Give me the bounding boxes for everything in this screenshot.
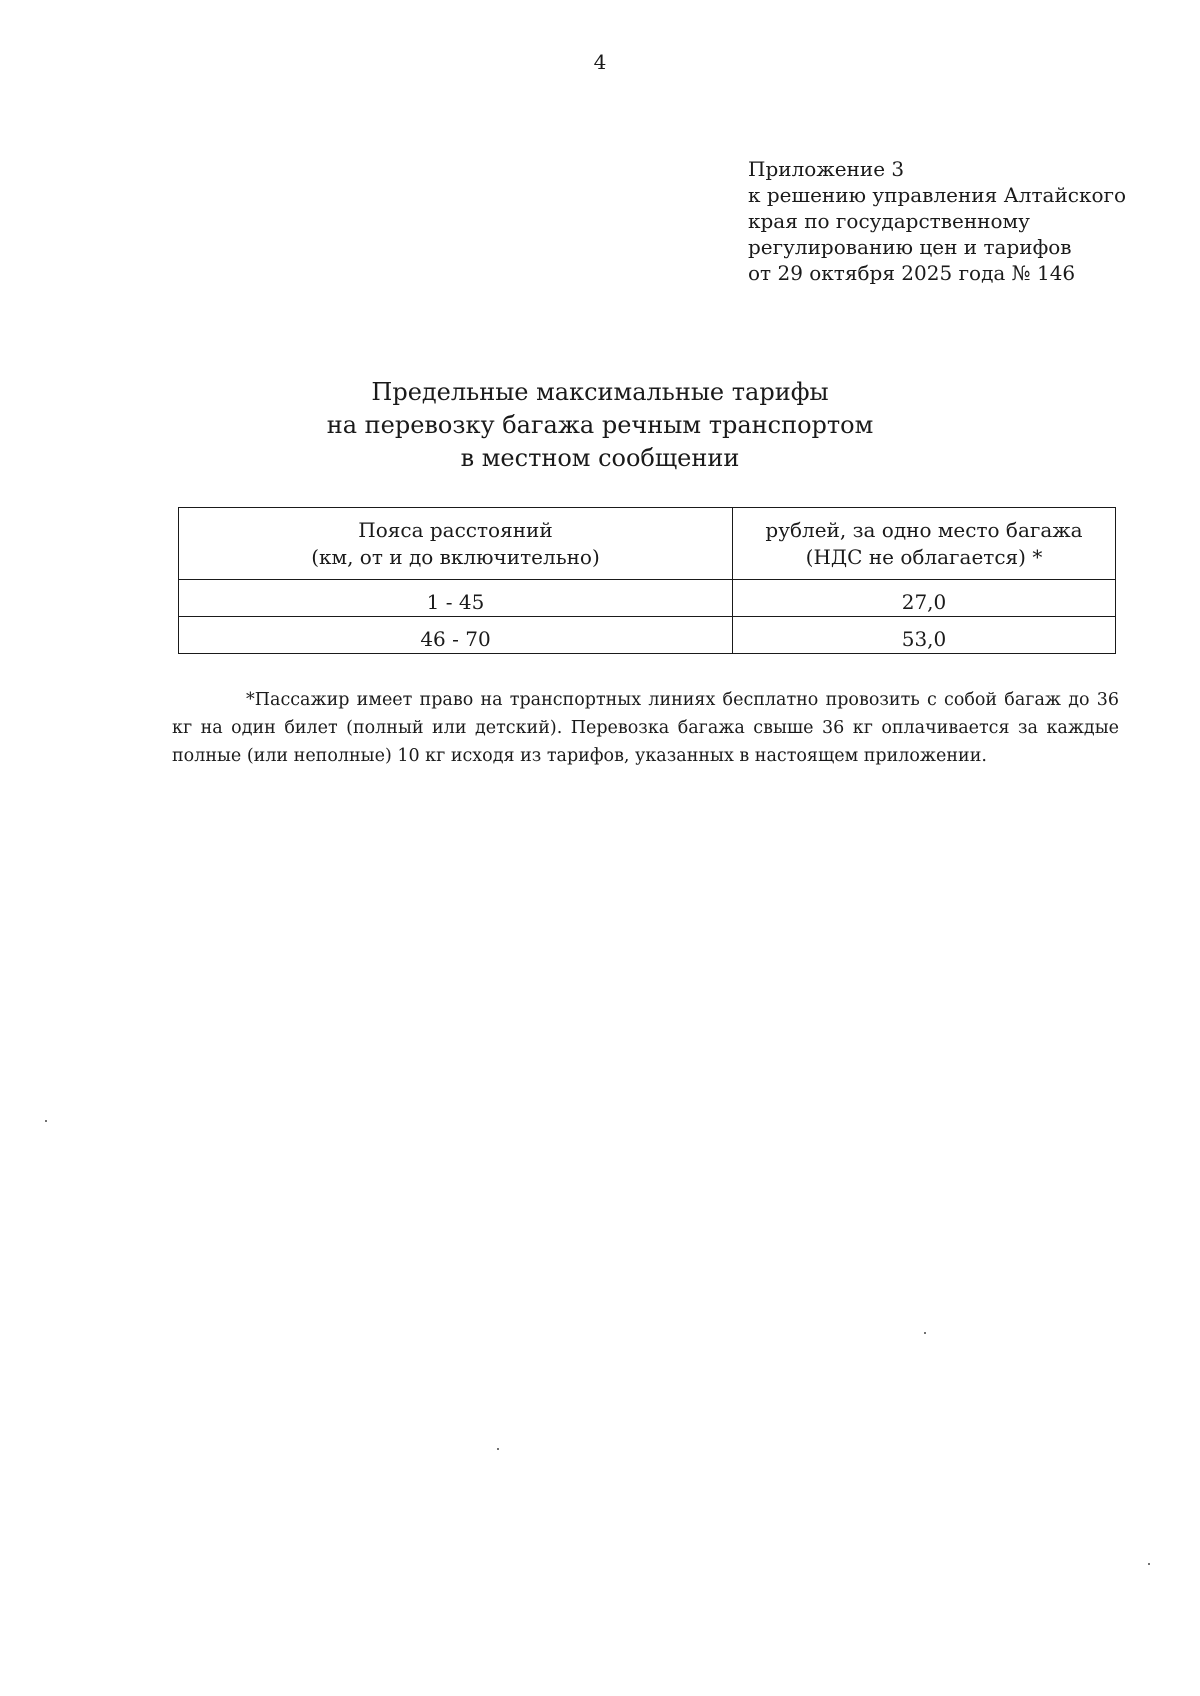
scan-speck xyxy=(497,1448,499,1450)
header-text: Пояса расстояний xyxy=(358,517,553,542)
appendix-line: от 29 октября 2025 года № 146 xyxy=(748,261,1076,285)
price-cell: 27,0 xyxy=(733,580,1116,617)
page-number: 4 xyxy=(593,50,607,74)
appendix-line: регулированию цен и тарифов xyxy=(748,235,1072,259)
title-line: в местном сообщении xyxy=(460,444,740,472)
scan-speck xyxy=(45,1120,47,1122)
appendix-block xyxy=(748,156,1168,286)
distance-cell: 1 - 45 xyxy=(179,580,733,617)
appendix-line: к решению управления Алтайского xyxy=(748,183,1127,207)
appendix-line: края по государственному xyxy=(748,209,1030,233)
title-line: Предельные максимальные тарифы xyxy=(371,378,829,406)
footnote: *Пассажир имеет право на транспортных линиях бесплатно провозить с собой багаж до 36 кг на один билет (полный или детский). Перевозка багажа свыше 36 кг оплачивается за каждые полные (или неполные) 10 кг исходя из тарифов, указанных в настоящем приложении. xyxy=(172,690,1119,766)
title-line: на перевозку багажа речным транспортом xyxy=(326,411,874,439)
table-row xyxy=(179,580,1116,617)
table-row xyxy=(179,617,1116,654)
document-title xyxy=(0,376,1200,475)
header-price xyxy=(733,508,1116,580)
header-text: (НДС не облагается) * xyxy=(805,544,1043,569)
header-text: рублей, за одно место багажа xyxy=(765,517,1083,542)
tariff-table xyxy=(178,507,1116,654)
table-header-row xyxy=(179,508,1116,580)
distance-cell: 46 - 70 xyxy=(179,617,733,654)
scan-speck xyxy=(1148,1563,1150,1565)
header-distance-zones xyxy=(179,508,733,580)
header-text: (км, от и до включительно) xyxy=(311,544,600,569)
appendix-line: Приложение 3 xyxy=(748,157,905,181)
scan-speck xyxy=(924,1332,926,1334)
price-cell: 53,0 xyxy=(733,617,1116,654)
